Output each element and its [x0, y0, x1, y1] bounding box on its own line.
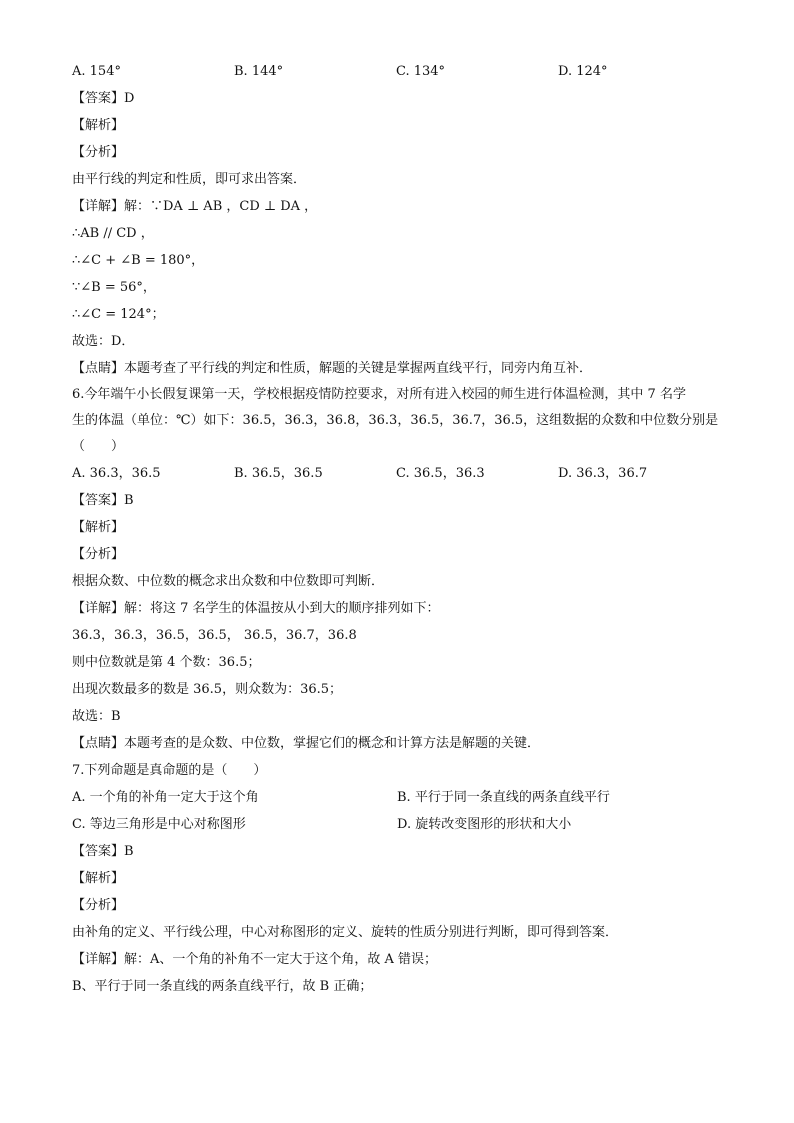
q6-jiexi-heading: 【解析】: [72, 520, 125, 535]
q7-option-b: B. 平行于同一条直线的两条直线平行: [397, 790, 610, 805]
q6-option-c: C. 36.5，36.3: [396, 466, 485, 481]
q7-options-row-2: [72, 811, 732, 838]
q7-step-1: 【详解】解：A、一个角的补角不一定大于这个角，故 A 错误；: [72, 952, 438, 967]
q6-options: [72, 460, 732, 487]
q5-option-c: C. 134°: [396, 64, 446, 79]
q7-option-d: D. 旋转改变图形的形状和大小: [397, 817, 572, 832]
q6-option-b: B. 36.5，36.5: [234, 466, 323, 481]
q5-option-b: B. 144°: [234, 64, 284, 79]
q6-option-d: D. 36.3，36.7: [558, 466, 648, 481]
q7-stem: 7.下列命题是真命题的是（ ）: [72, 763, 267, 778]
q5-step-1: 【详解】解：∵DA ⊥ AB ，CD ⊥ DA ，: [72, 199, 318, 214]
q6-step-5: 故选：B: [72, 709, 121, 724]
q5-step-3: ∴∠C + ∠B = 180°，: [72, 253, 205, 268]
q6-fenxi-heading: 【分析】: [72, 547, 125, 562]
q5-jiexi-heading: 【解析】: [72, 118, 125, 133]
q6-answer: 【答案】B: [72, 493, 134, 508]
q5-dianjing: 【点睛】本题考查了平行线的判定和性质，解题的关键是掌握两直线平行，同旁内角互补．: [72, 361, 593, 376]
q6-dianjing: 【点睛】本题考查的是众数、中位数，掌握它们的概念和计算方法是解题的关键．: [72, 736, 541, 751]
q5-options: [72, 58, 732, 85]
q7-option-a: A. 一个角的补角一定大于这个角: [72, 790, 259, 805]
q5-step-6: 故选：D．: [72, 334, 135, 349]
q6-step-3: 则中位数就是第 4 个数：36.5；: [72, 655, 261, 670]
q6-step-4: 出现次数最多的数是 36.5，则众数为：36.5；: [72, 682, 343, 697]
q5-option-a: A. 154°: [72, 64, 121, 79]
q7-fenxi-text: 由补角的定义、平行线公理，中心对称图形的定义、旋转的性质分别进行判断，即可得到答案．: [72, 925, 619, 940]
q5-step-4: ∵∠B = 56°，: [72, 280, 156, 295]
q5-fenxi-heading: 【分析】: [72, 145, 125, 160]
document-page: [72, 58, 732, 1000]
q7-fenxi-heading: 【分析】: [72, 898, 125, 913]
q6-step-1: 【详解】解：将这 7 名学生的体温按从小到大的顺序排列如下：: [72, 601, 440, 616]
q6-stem-line-2: 生的体温（单位：℃）如下：36.5，36.3，36.8，36.3，36.5，36.7，36.5，这组数据的众数和中位数分别是: [72, 413, 719, 428]
q6-stem-line-3: （ ）: [72, 439, 125, 454]
q7-option-c: C. 等边三角形是中心对称图形: [72, 817, 246, 832]
q6-fenxi-text: 根据众数、中位数的概念求出众数和中位数即可判断．: [72, 574, 385, 589]
q7-step-2: B、平行于同一条直线的两条直线平行，故 B 正确；: [72, 979, 373, 994]
q5-option-d: D. 124°: [558, 64, 608, 79]
q7-jiexi-heading: 【解析】: [72, 871, 125, 886]
q5-step-5: ∴∠C = 124°；: [72, 307, 165, 322]
q5-answer: 【答案】D: [72, 91, 135, 106]
q6-stem-line-1: 6.今年端午小长假复课第一天，学校根据疫情防控要求，对所有进入校园的师生进行体温检测，其中 7 名学: [72, 387, 686, 402]
q7-answer: 【答案】B: [72, 844, 134, 859]
q5-fenxi-text: 由平行线的判定和性质，即可求出答案．: [72, 172, 307, 187]
q5-step-2: ∴AB // CD ，: [72, 226, 154, 241]
q7-options-row-1: [72, 784, 732, 811]
q6-option-a: A. 36.3，36.5: [72, 466, 161, 481]
q6-step-2: 36.3，36.3，36.5，36.5， 36.5，36.7，36.8: [72, 628, 357, 643]
